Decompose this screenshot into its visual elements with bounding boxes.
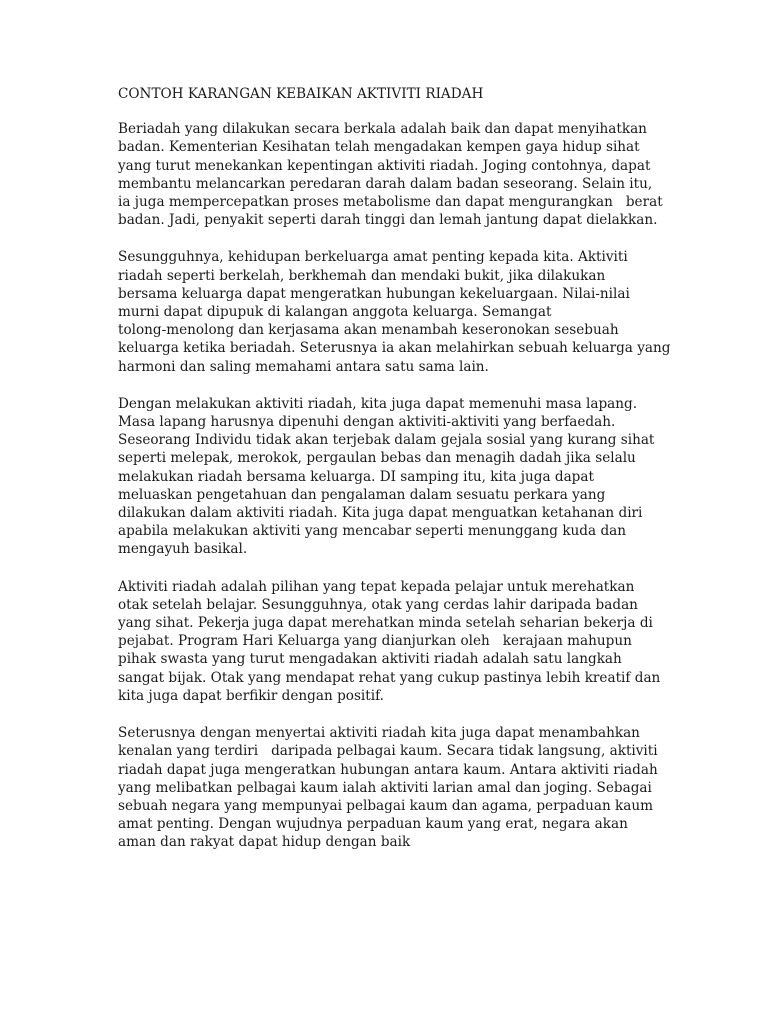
text-line: Beriadah yang dilakukan secara berkala adalah baik dan dapat menyihatkan	[118, 121, 647, 138]
document-body	[118, 85, 671, 871]
document-title: CONTOH KARANGAN KEBAIKAN AKTIVITI RIADAH	[118, 86, 484, 102]
text-line: Seseorang Individu tidak akan terjebak dalam gejala sosial yang kurang sihat	[118, 432, 655, 449]
text-line: riadah seperti berkelah, berkhemah dan mendaki bukit, jika dilakukan	[118, 267, 606, 284]
text-line: Sesungguhnya, kehidupan berkeluarga amat penting kepada kita. Aktiviti	[118, 249, 628, 266]
text-line: amat penting. Dengan wujudnya perpaduan kaum yang erat, negara akan	[118, 816, 628, 833]
text-line: riadah dapat juga mengeratkan hubungan antara kaum. Antara aktiviti riadah	[118, 761, 658, 778]
text-line: membantu melancarkan peredaran darah dalam badan seseorang. Selain itu,	[118, 175, 653, 192]
text-line: kita juga dapat berfikir dengan positif.	[118, 687, 384, 704]
text-line: seperti melepak, merokok, pergaulan bebas dan menagih dadah jika selalu	[118, 450, 636, 467]
text-line: Seterusnya dengan menyertai aktiviti riadah kita juga dapat menambahkan	[118, 725, 640, 742]
paragraph-3	[118, 395, 663, 559]
text-line: harmoni dan saling memahami antara satu sama lain.	[118, 358, 489, 375]
paragraph-1	[118, 120, 663, 229]
text-line: tolong-menolong dan kerjasama akan menambah keseronokan sesebuah	[118, 322, 619, 339]
paragraph-5	[118, 724, 663, 851]
paragraph-4	[118, 578, 663, 705]
text-line: aman dan rakyat dapat hidup dengan baik	[118, 834, 411, 851]
text-line: sangat bijak. Otak yang mendapat rehat yang cukup pastinya lebih kreatif dan	[118, 669, 661, 686]
text-line: dilakukan dalam aktiviti riadah. Kita juga dapat menguatkan ketahanan diri	[118, 505, 643, 522]
text-line: bersama keluarga dapat mengeratkan hubungan kekeluargaan. Nilai-nilai	[118, 285, 630, 302]
text-line: kenalan yang terdiri daripada pelbagai kaum. Secara tidak langsung, aktiviti	[118, 743, 658, 760]
text-line: Dengan melakukan aktiviti riadah, kita juga dapat memenuhi masa lapang.	[118, 395, 638, 412]
text-line: ia juga mempercepatkan proses metabolisme dan dapat mengurangkan berat	[118, 194, 663, 211]
text-line: yang turut menekankan kepentingan aktiviti riadah. Joging contohnya, dapat	[118, 157, 651, 174]
text-line: Aktiviti riadah adalah pilihan yang tepat kepada pelajar untuk merehatkan	[118, 578, 635, 595]
text-line: pihak swasta yang turut mengadakan aktiviti riadah adalah satu langkah	[118, 651, 622, 668]
text-line: sebuah negara yang mempunyai pelbagai kaum dan agama, perpaduan kaum	[118, 797, 654, 814]
text-line: murni dapat dipupuk di kalangan anggota keluarga. Semangat	[118, 304, 552, 321]
paragraph-2	[118, 248, 671, 375]
text-line: pejabat. Program Hari Keluarga yang dianjurkan oleh kerajaan mahupun	[118, 633, 632, 650]
text-line: yang sihat. Pekerja juga dapat merehatkan minda setelah seharian bekerja di	[118, 615, 653, 632]
text-line: otak setelah belajar. Sesungguhnya, otak yang cerdas lahir daripada badan	[118, 596, 638, 613]
text-line: melakukan riadah bersama keluarga. DI samping itu, kita juga dapat	[118, 468, 594, 485]
text-line: keluarga ketika beriadah. Seterusnya ia akan melahirkan sebuah keluarga yang	[118, 340, 671, 357]
text-line: badan. Kementerian Kesihatan telah mengadakan kempen gaya hidup sihat	[118, 139, 640, 156]
text-line: apabila melakukan aktiviti yang mencabar seperti menunggang kuda dan	[118, 523, 627, 540]
text-line: mengayuh basikal.	[118, 541, 248, 558]
text-line: yang melibatkan pelbagai kaum ialah aktiviti larian amal dan joging. Sebagai	[118, 779, 652, 796]
text-line: meluaskan pengetahuan dan pengalaman dalam sesuatu perkara yang	[118, 486, 606, 503]
text-line: Masa lapang harusnya dipenuhi dengan aktiviti-aktiviti yang berfaedah.	[118, 414, 616, 431]
text-line: badan. Jadi, penyakit seperti darah tinggi dan lemah jantung dapat dielakkan.	[118, 212, 658, 229]
